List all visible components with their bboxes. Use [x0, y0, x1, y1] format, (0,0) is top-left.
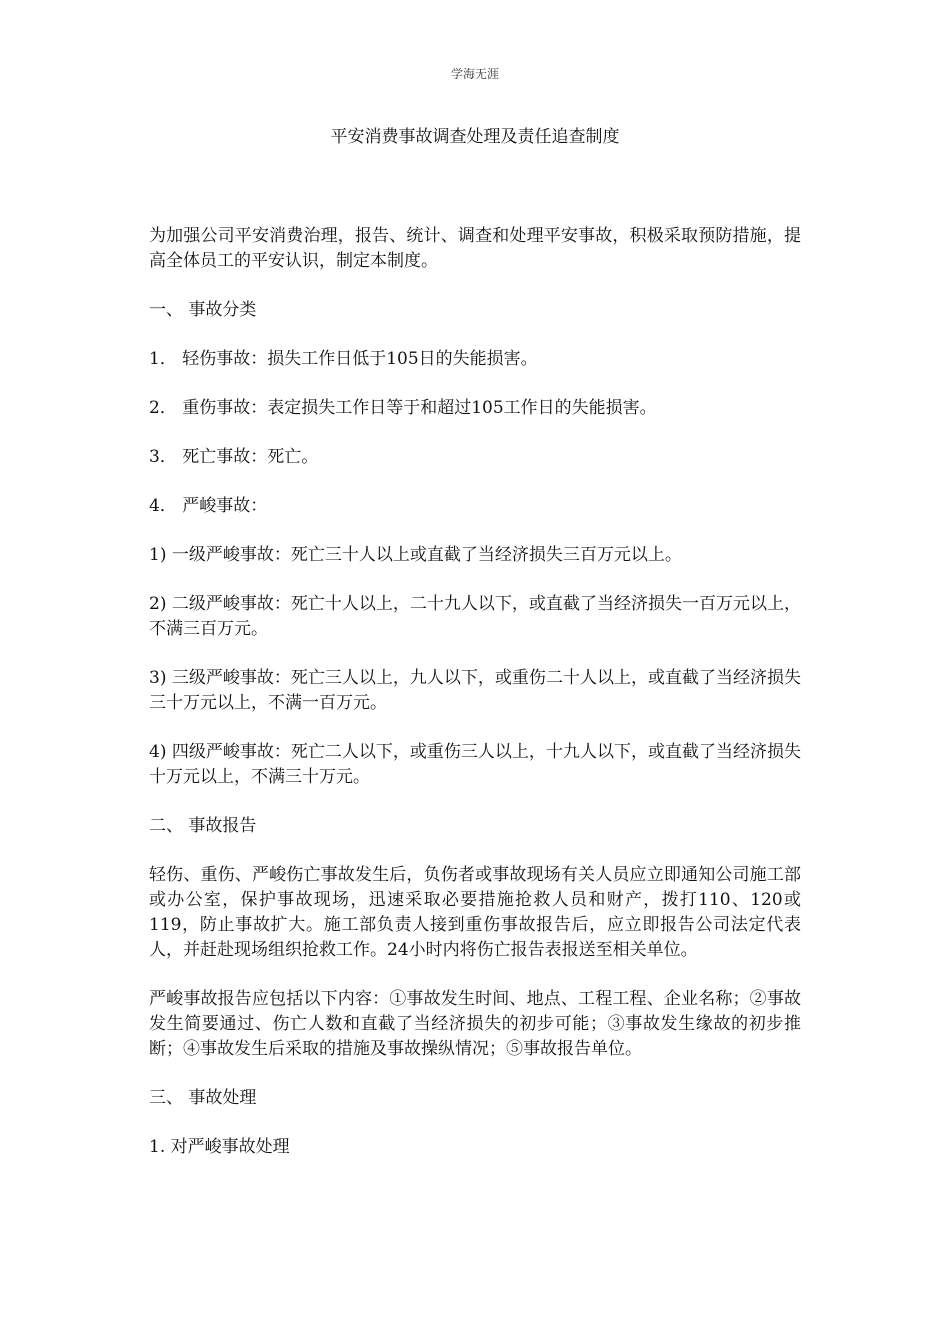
report-paragraph-2: 严峻事故报告应包括以下内容：①事故发生时间、地点、工程工程、企业名称；②事故发生简要通过、伤亡人数和直截了当经济损失的初步可能；③事故发生缘故的初步推断；④事故发生后采取的措施及事故操纵情况；⑤事故报告单位。 — [149, 989, 801, 1059]
section-heading-report: 二、 事故报告 — [149, 816, 257, 836]
document-title: 平安消费事故调查处理及责任追查制度 — [330, 127, 620, 147]
list-item-minor-injury: 1． 轻伤事故：损失工作日低于105日的失能损害。 — [149, 349, 538, 369]
section-heading-classification: 一、 事故分类 — [149, 300, 257, 320]
handling-subheading: 1. 对严峻事故处理 — [149, 1137, 290, 1157]
list-item-severe: 4． 严峻事故： — [149, 496, 268, 516]
severity-level-4: 4) 四级严峻事故：死亡二人以下，或重伤三人以上，十九人以下，或直截了当经济损失十万元以上，不满三十万元。 — [149, 742, 801, 787]
section-heading-handling: 三、 事故处理 — [149, 1088, 257, 1108]
intro-paragraph: 为加强公司平安消费治理，报告、统计、调查和处理平安事故，积极采取预防措施，提高全体员工的平安认识，制定本制度。 — [149, 226, 801, 271]
list-item-death: 3． 死亡事故：死亡。 — [149, 447, 319, 467]
report-paragraph-1: 轻伤、重伤、严峻伤亡事故发生后，负伤者或事故现场有关人员应立即通知公司施工部或办公室，保护事故现场，迅速采取必要措施抢救人员和财产，拨打110、120或119，防止事故扩大。施工部负责人接到重伤事故报告后，应立即报告公司法定代表人，并赶赴现场组织抢救工作。24小时内将伤亡报告表报送至相关单位。 — [149, 865, 801, 960]
page-header: 学海无涯 — [450, 67, 499, 81]
severity-level-3: 3) 三级严峻事故：死亡三人以上，九人以下，或重伤二十人以上，或直截了当经济损失三十万元以上，不满一百万元。 — [149, 668, 801, 713]
severity-level-2: 2) 二级严峻事故：死亡十人以上，二十九人以下，或直截了当经济损失一百万元以上，不满三百万元。 — [149, 594, 801, 639]
severity-level-1: 1) 一级严峻事故：死亡三十人以上或直截了当经济损失三百万元以上。 — [149, 545, 682, 565]
document-body — [149, 224, 801, 1160]
list-item-serious-injury: 2． 重伤事故：表定损失工作日等于和超过105工作日的失能损害。 — [149, 398, 657, 418]
